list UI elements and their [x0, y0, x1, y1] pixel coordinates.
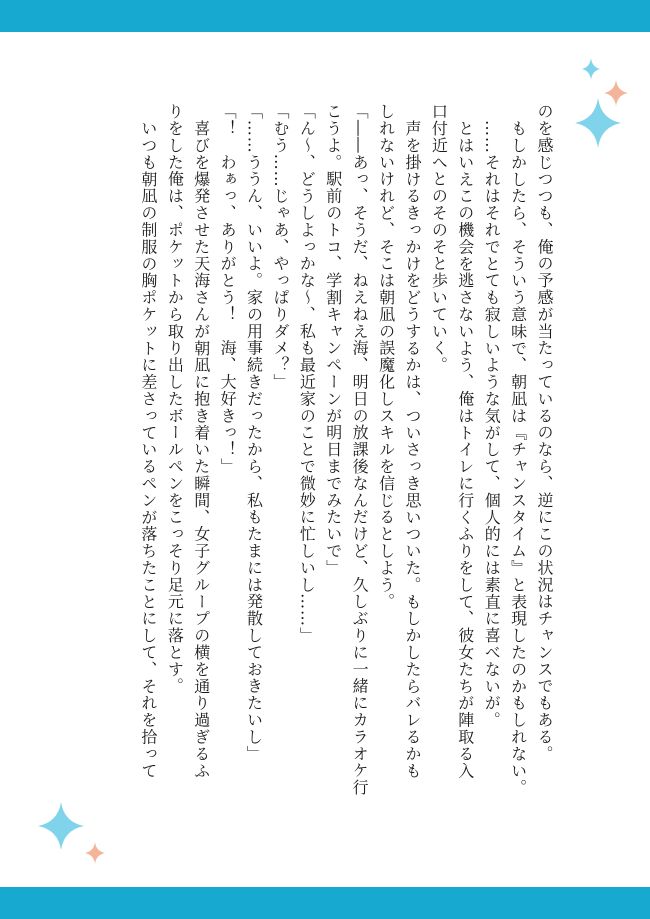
text-line: 「むう……じゃあ、やっぱりダメ？」	[270, 103, 290, 391]
text-line: 「……ううん、いいよ。家の用事続きだったから、私もたまには発散しておきたいし」	[244, 103, 264, 763]
sparkle-icon	[575, 98, 621, 148]
text-line: 「――あっ、そうだ、ねえねえ海、明日の放課後なんだけど、久しぶりに一緒にカラオケ行	[350, 103, 370, 796]
text-line: 「ん〜、どうしよっかな〜、私も最近家のことで微妙に忙しいし……」	[297, 103, 317, 644]
text-line: 「！ わぁっ、ありがとう！ 海、大好きっ！」	[218, 103, 238, 475]
text-line: いつも朝凪の制服の胸ポケットに差さっているペンが落ちたことにして、それを拾って	[138, 120, 158, 780]
text-line: しれないけれど、そこは朝凪の誤魔化しスキルを信じるとしよう。	[376, 103, 396, 610]
text-line: 喜びを爆発させた天海さんが朝凪に抱き着いた瞬間、女子グループの横を通り過ぎるふ	[191, 120, 211, 780]
sparkle-icon	[85, 842, 105, 864]
text-line: 声を掛けるきっかけをどうするかは、ついさっき思いついた。もしかしたらバレるかも	[402, 120, 422, 780]
bottom-banner	[0, 887, 650, 919]
text-line: ……それはそれでとても寂しいような気がして、個人的には素直に喜べないが。	[482, 120, 502, 729]
text-line: りをした俺は、ポケットから取り出したボールペンをこっそり足元に落とす。	[165, 103, 185, 695]
text-line: とはいえこの機会を逃さないよう、俺はトイレに行くふりをして、彼女たちが陣取る入	[455, 120, 475, 780]
sparkle-icon	[38, 802, 84, 850]
vertical-text-body	[87, 103, 557, 843]
sparkle-icon	[582, 58, 600, 80]
text-line: こうよ。駅前のトコ、学割キャンペーンが明日までみたいで」	[323, 103, 343, 577]
top-banner	[0, 0, 650, 32]
text-line: のを感じつつも、俺の予感が当たっているのなら、逆にこの状況はチャンスでもある。	[535, 103, 554, 763]
text-line: もしかしたら、そういう意味で、朝凪は『チャンスタイム』と表現したのかもしれない。	[508, 120, 528, 796]
text-line: 口付近へとのそのそと歩いていく。	[429, 103, 449, 374]
